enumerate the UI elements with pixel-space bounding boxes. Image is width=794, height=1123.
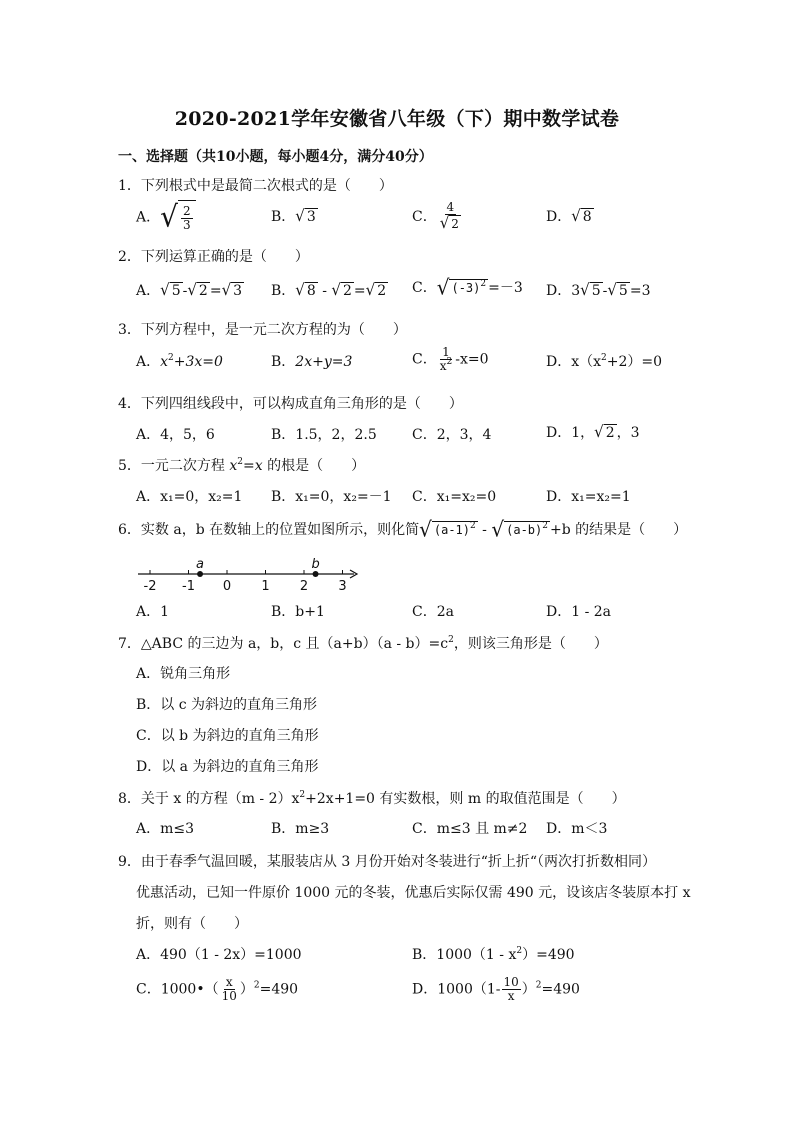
q2-option-c: C． √ $(-3)^2$ =－3 [412,274,523,300]
q6-option-b: B．b+1 [271,604,325,620]
q6-option-d: D．1 - 2a [546,604,612,620]
q4-option-d: D．1， √ 2 ，3 [546,422,640,442]
question-2-stem: 2．下列运算正确的是（ ） [118,249,309,265]
q3-option-c: C． $\frac{1}{x^2}$ -x=0 [412,345,489,373]
q1-option-c: C． 4 √ 2 [412,200,459,233]
q3-option-a: A．$x^2+3x=0$ [136,353,223,370]
question-7-stem: 7．△ABC 的三边为 a，b，c 且$(a+b)(a - b)=c^2$，则该三角形是（ ） [118,635,608,652]
question-4-stem: 4．下列四组线段中，可以构成直角三角形的是（ ） [118,396,463,412]
point-a-label: a [196,558,205,572]
q4-option-a: A．4，5，6 [136,427,215,443]
number-line-tick-label: -1 [182,579,195,594]
q1-option-a [136,200,196,235]
q9-option-d: D．1000（1- $\frac{10}{x}$ ）$^2$=490 [412,975,580,1003]
q8-option-a: A．m≤3 [136,821,195,837]
section-heading: 一、选择题（共10小题，每小题4分，满分40分） [118,149,433,165]
page-title: 2020-2021学年安徽省八年级（下）期中数学试卷 [174,108,620,130]
sqrt-symbol: √ $\frac{2}{3}$ [160,200,195,235]
option-label: D． [546,209,572,225]
question-9-line-2: 优惠活动，已知一件原价 1000 元的冬装，优惠后实际仅需 490 元，设该店冬装原本打 x [136,885,691,901]
q7-option-a: A．锐角三角形 [136,666,231,682]
number-line-tick-label: 3 [338,579,347,594]
q2-option-d: D．3 √ 5 - √ 5 =3 [546,280,651,300]
q1-option-b [271,208,318,226]
number-line-tick-label: 1 [261,579,270,594]
q5-option-c: C．x₁=x₂=0 [412,489,497,505]
q5-option-d: D．x₁=x₂=1 [546,489,631,505]
option-label: A． [136,209,161,226]
point-b-label: b [311,558,320,572]
question-8-stem: 8．关于 x 的方程$(m - 2)x^2+2x+1=0$ 有实数根，则 m 的取值范围是（ ） [118,790,626,807]
question-5-stem: 5．一元二次方程 $x^2=x$ 的根是（ ） [118,457,366,474]
q3-option-d: D．$x(x^2+2)=0$ [546,353,663,370]
q5-option-a: A．x₁=0，x₂=1 [136,489,243,505]
question-3-stem: 3．下列方程中，是一元二次方程的为（ ） [118,322,407,338]
q3-option-b: B．2x+y=3 [271,354,353,370]
q8-option-b: B．m≥3 [271,821,330,837]
q9-option-b: B．$1000(1 - x^2)=490$ [412,946,575,963]
question-1-stem: 1．下列根式中是最简二次根式的是（ ） [118,178,393,194]
sqrt-symbol: √ 3 [295,206,316,226]
number-line [136,558,366,594]
question-9-line-1: 9．由于春季气温回暖，某服装店从 3 月份开始对冬装进行“折上折“（两次打折数相同） [118,854,657,870]
q4-option-b: B．1.5，2，2.5 [271,427,377,443]
sqrt-symbol: √ 8 [571,206,592,226]
question-9-line-3: 折，则有（ ） [136,916,248,932]
q7-option-b: B．以 c 为斜边的直角三角形 [136,697,318,713]
q2-option-a: A． √ 5 - √ 2 = √ 3 [136,280,243,300]
number-line-tick-label: 0 [222,579,232,594]
number-line-tick-label: 2 [299,579,309,594]
option-label: C． [412,209,437,225]
q6-option-c: C．2a [412,604,454,620]
q9-option-c: C．1000•（ $\frac{x}{10}$ ）$^2$=490 [136,975,299,1003]
q2-option-b: B． √ 8 - √ 2 = √ 2 [271,280,387,300]
q1-option-d [546,208,594,226]
q6-option-a: A．1 [136,604,170,620]
q8-option-d: D．m＜3 [546,821,608,837]
q8-option-c: C．m≤3 且 m≠2 [412,821,528,837]
number-line-tick-label: -2 [143,579,157,594]
q7-option-c: C．以 b 为斜边的直角三角形 [136,728,319,744]
q7-option-d: D．以 a 为斜边的直角三角形 [136,759,319,775]
q5-option-b: B．x₁=0，x₂=－1 [271,489,392,505]
q4-option-c: C．2，3，4 [412,427,492,443]
option-label: B． [271,209,296,225]
q9-option-a: A．490（1 - 2x）=1000 [136,947,302,963]
question-6-stem: 6．实数 a，b 在数轴上的位置如图所示，则化简 √ $(a-1)^2$ - √ $(a-b)^2$ +b 的结果是（ ） [118,516,688,542]
